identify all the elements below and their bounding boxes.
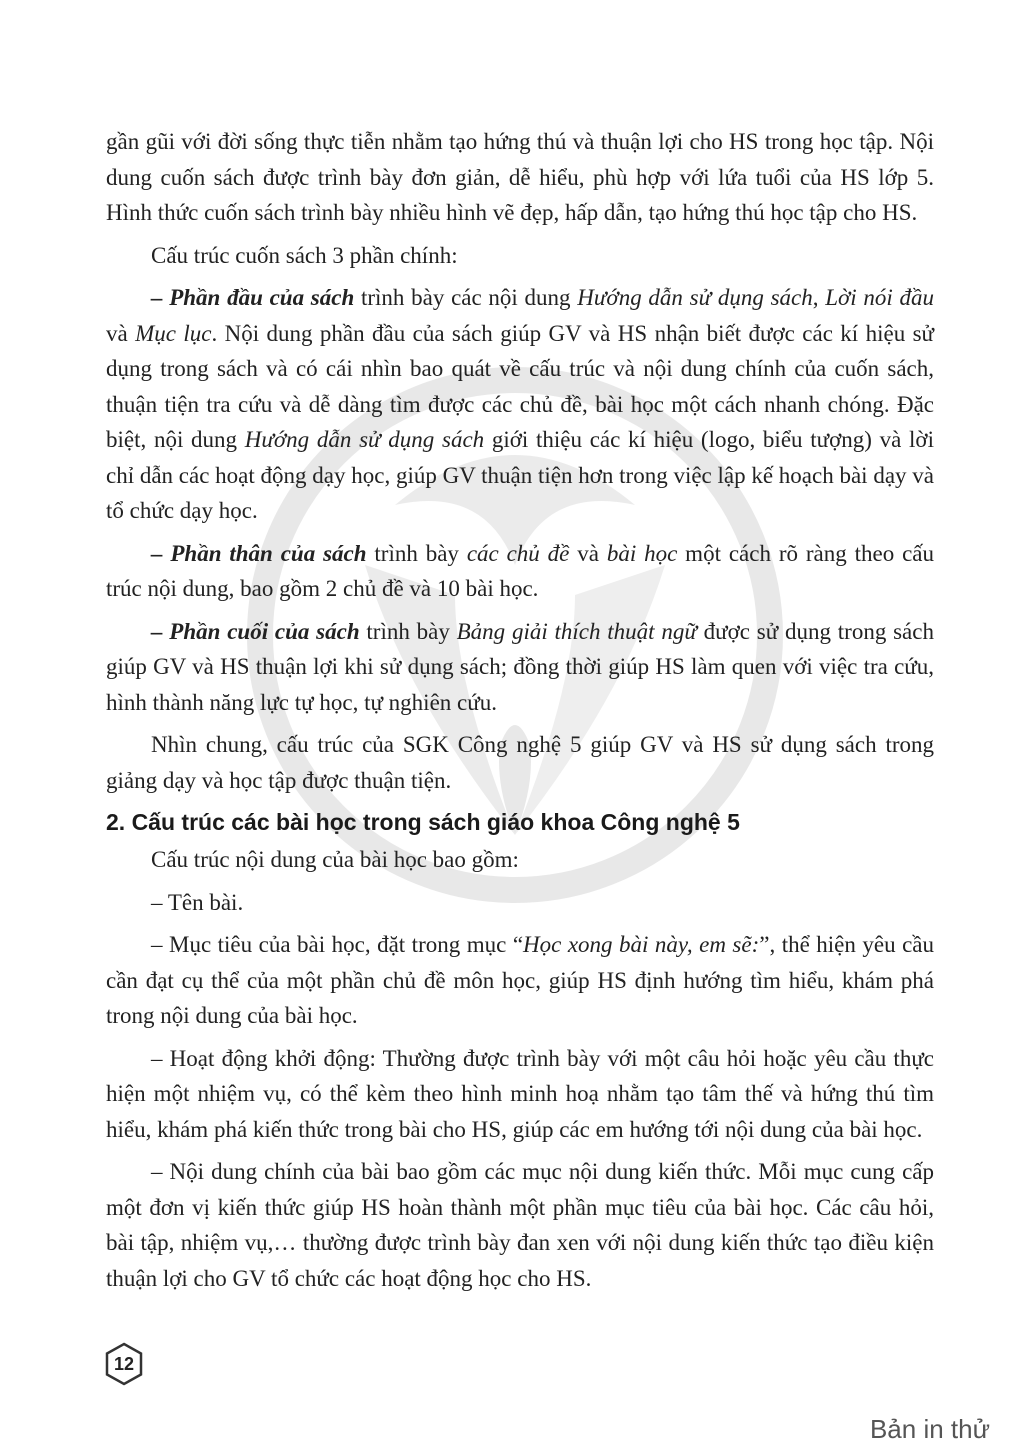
paragraph: – Hoạt động khởi động: Thường được trình bày với một câu hỏi hoặc yêu cầu thực hiện một nhiệm vụ, có thể kèm theo hình minh hoạ nhằm tạo tâm thế và hứng thú tìm hiểu, khám phá kiến thức trong bài cho HS, giúp các em hướng tới nội dung của bài học. — [106, 1045, 934, 1142]
text-run: một cách rõ ràng theo cấu trúc nội dung, bao gồm 2 chủ đề và 10 bài học. — [106, 540, 934, 601]
bold-term: – Phần cuối của sách — [151, 618, 360, 644]
italic-term: Hướng dẫn sử dụng sách — [244, 427, 485, 452]
text-run: trình bày — [359, 618, 457, 644]
text-run: và — [569, 540, 607, 566]
paragraph — [106, 614, 934, 721]
text-run: và — [106, 320, 136, 346]
text-run: được sử dụng trong sách giúp GV và HS thuận lợi khi sử dụng sách; đồng thời giúp HS làm quen với việc tra cứu, hình thành năng lực tự học, tự nghiên cứu. — [106, 618, 934, 715]
text-run: ”, thể hiện yêu cầu cần đạt cụ thể của một phần chủ đề môn học, giúp HS định hướng tìm hiểu, khám phá trong nội dung của bài học. — [106, 932, 935, 1028]
paragraph: gần gũi với đời sống thực tiễn nhằm tạo hứng thú và thuận lợi cho HS trong học tập. Nội dung cuốn sách được trình bày đơn giản, dễ hiểu, phù hợp với lứa tuổi của HS lớp 5. Hình thức cuốn sách trình bày nhiều hình vẽ đẹp, hấp dẫn, tạo hứng thú học tập cho HS. — [106, 129, 934, 225]
text-run: – Mục tiêu của bài học, đặt trong mục “ — [151, 932, 524, 957]
italic-term: Hướng dẫn sử dụng sách — [577, 285, 813, 310]
italic-term: Bảng giải thích thuật ngữ — [456, 618, 697, 644]
italic-term: Mục lục — [135, 320, 212, 346]
draft-label: Bản in thử — [869, 1414, 990, 1444]
text-run: giới thiệu các kí hiệu (logo, biểu tượng) và lời chỉ dẫn các hoạt động dạy học, giúp GV thuận tiện hơn trong việc lập kế hoạch bài dạy và tổ chức dạy học. — [106, 427, 934, 523]
page-number: 12 — [113, 1353, 135, 1374]
section-heading: 2. Cấu trúc các bài học trong sách giáo khoa Công nghệ 5 — [106, 809, 740, 835]
paragraph — [106, 927, 934, 1034]
italic-term: Học xong bài này, em sẽ: — [523, 932, 760, 957]
text-run: , — [812, 285, 826, 310]
bold-term: – Phần thân của sách — [151, 540, 367, 566]
paragraph: Cấu trúc nội dung của bài học bao gồm: — [151, 847, 519, 872]
text-run: trình bày các nội dung — [354, 285, 578, 310]
bold-term: – Phần đầu của sách — [151, 285, 355, 310]
paragraph: Cấu trúc cuốn sách 3 phần chính: — [151, 242, 458, 268]
paragraph — [106, 536, 934, 607]
italic-term: Lời nói đầu — [825, 285, 935, 310]
italic-term: các chủ đề — [466, 540, 570, 566]
paragraph: Nhìn chung, cấu trúc của SGK Công nghệ 5 giúp GV và HS sử dụng sách trong giảng dạy và học tập được thuận tiện. — [106, 732, 934, 793]
text-run: trình bày — [366, 540, 467, 566]
document-body — [106, 124, 934, 1303]
paragraph: – Tên bài. — [151, 889, 244, 915]
paragraph: – Nội dung chính của bài bao gồm các mục nội dung kiến thức. Mỗi mục cung cấp một đơn vị kiến thức giúp HS hoàn thành một phần mục tiêu của bài học. Các câu hỏi, bài tập, nhiệm vụ,… thường được trình bày đan xen với nội dung kiến thức tạo điều kiện thuận lợi cho GV tổ chức các hoạt động học cho HS. — [106, 1159, 934, 1291]
text-run: . Nội dung phần đầu của sách giúp GV và HS nhận biết được các kí hiệu sử dụng trong sách và có cái nhìn bao quát về cấu trúc và nội dung chính của cuốn sách, thuận tiện tra cứu và dễ dàng tìm được các chủ đề, bài học một cách nhanh chóng. Đặc biệt, nội dung — [106, 320, 935, 452]
paragraph — [106, 280, 934, 529]
italic-term: bài học — [606, 540, 678, 566]
